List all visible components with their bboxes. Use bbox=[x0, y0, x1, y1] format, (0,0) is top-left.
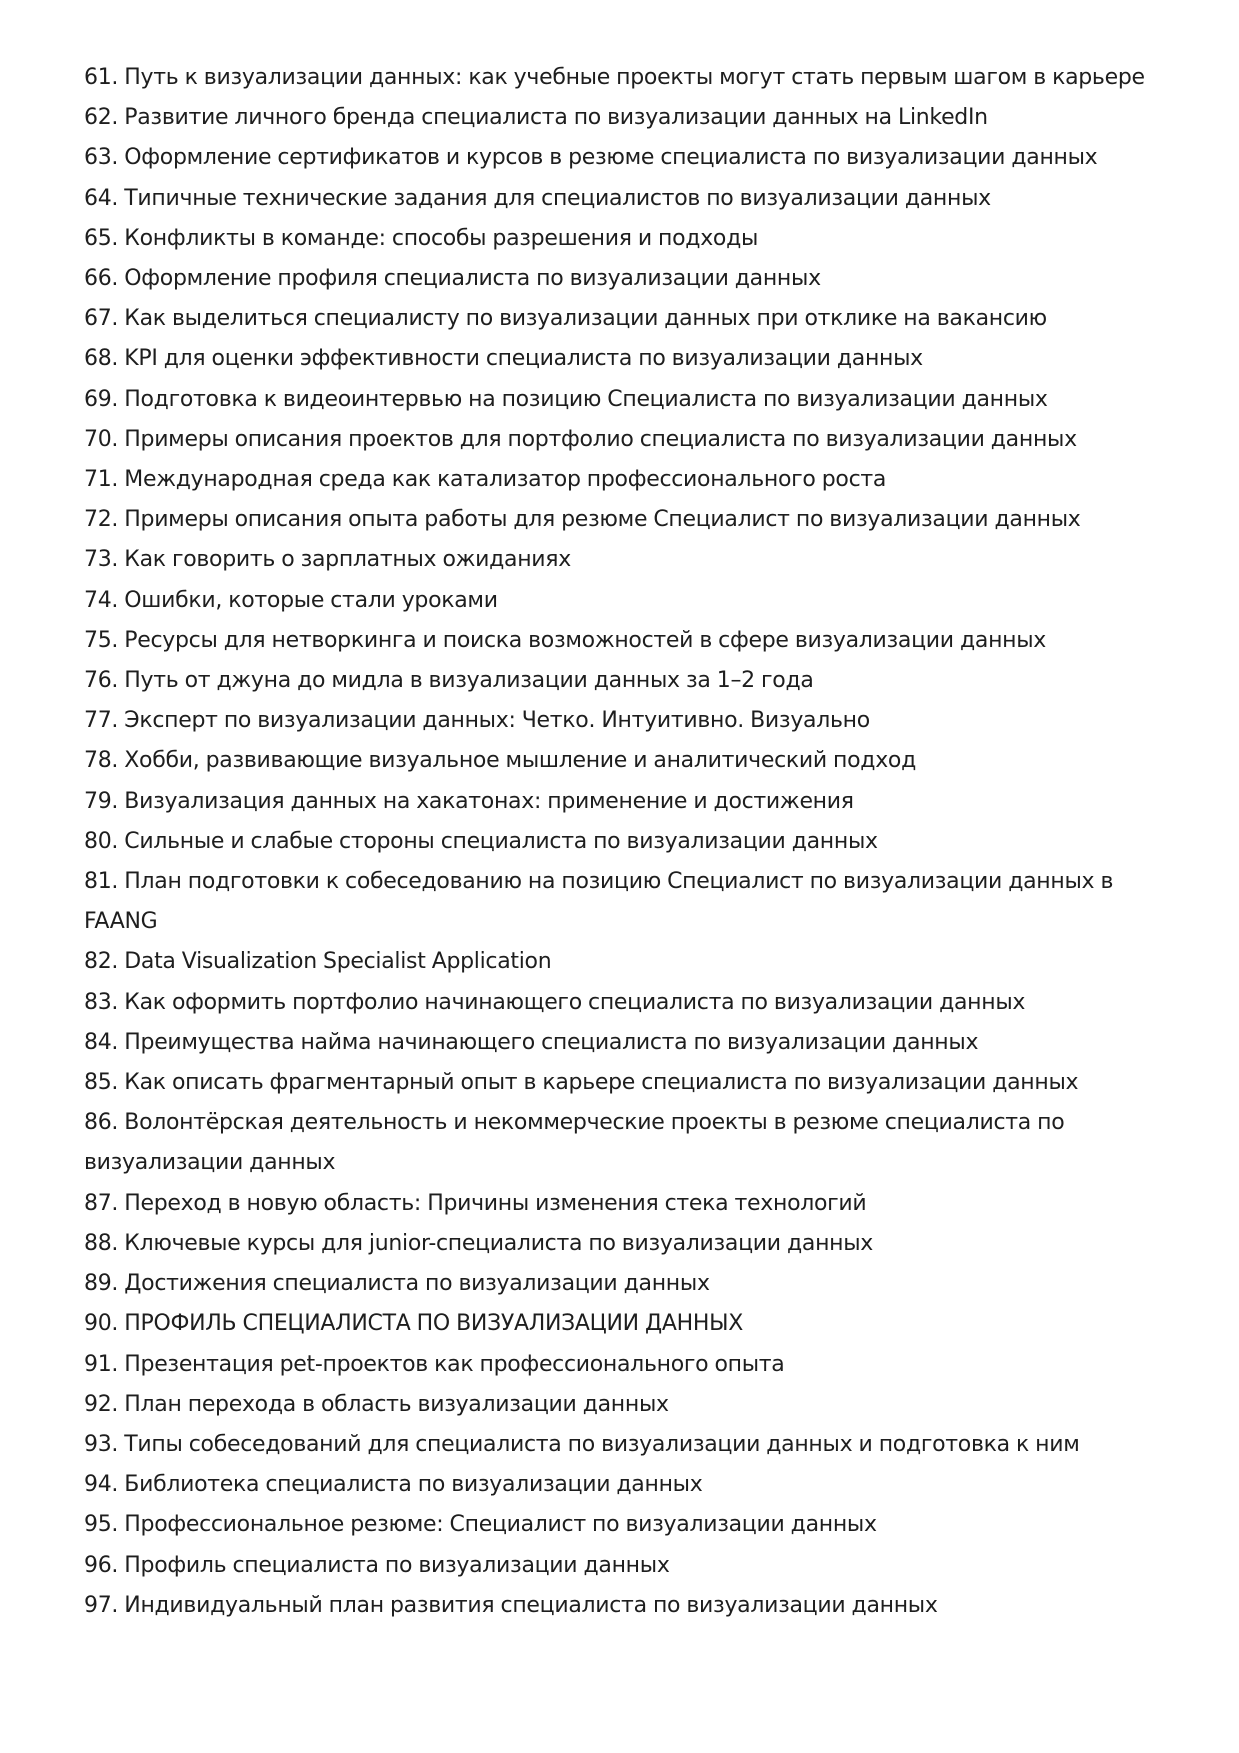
list-item: 79. Визуализация данных на хакатонах: применение и достижения bbox=[84, 788, 854, 814]
list-item: 65. Конфликты в команде: способы разрешения и подходы bbox=[84, 225, 759, 251]
list-item: 82. Data Visualization Specialist Application bbox=[84, 949, 552, 975]
list-item: 86. Волонтёрская деятельность и некоммерческие проекты в резюме специалиста по визуализации данных bbox=[84, 1110, 1065, 1176]
list-item: 70. Примеры описания проектов для портфолио специалиста по визуализации данных bbox=[84, 426, 1077, 452]
list-item: 89. Достижения специалиста по визуализации данных bbox=[84, 1271, 710, 1297]
list-item: 74. Ошибки, которые стали уроками bbox=[84, 587, 498, 613]
list-item: 68. KPI для оценки эффективности специалиста по визуализации данных bbox=[84, 346, 923, 372]
list-item: 90. ПРОФИЛЬ СПЕЦИАЛИСТА ПО ВИЗУАЛИЗАЦИИ ДАННЫХ bbox=[84, 1311, 743, 1337]
list-item: 88. Ключевые курсы для junior-специалиста по визуализации данных bbox=[84, 1230, 874, 1256]
list-item: 96. Профиль специалиста по визуализации данных bbox=[84, 1552, 670, 1578]
list-item: 83. Как оформить портфолио начинающего специалиста по визуализации данных bbox=[84, 989, 1026, 1015]
list-item: 61. Путь к визуализации данных: как учебные проекты могут стать первым шагом в карьере bbox=[84, 65, 1145, 90]
list-item: 92. План перехода в область визуализации данных bbox=[84, 1391, 669, 1417]
list-item: 75. Ресурсы для нетворкинга и поиска возможностей в сфере визуализации данных bbox=[84, 627, 1047, 653]
list-item: 93. Типы собеседований для специалиста по визуализации данных и подготовка к ним bbox=[84, 1431, 1080, 1457]
list-item: 95. Профессиональное резюме: Специалист по визуализации данных bbox=[84, 1512, 877, 1538]
list-item: 63. Оформление сертификатов и курсов в резюме специалиста по визуализации данных bbox=[84, 145, 1098, 171]
list-item: 85. Как описать фрагментарный опыт в карьере специалиста по визуализации данных bbox=[84, 1070, 1079, 1096]
list-item: 84. Преимущества найма начинающего специалиста по визуализации данных bbox=[84, 1029, 979, 1055]
list-item: 87. Переход в новую область: Причины изменения стека технологий bbox=[84, 1190, 867, 1216]
list-item: 78. Хобби, развивающие визуальное мышление и аналитический подход bbox=[84, 748, 916, 774]
list-item: 91. Презентация pet-проектов как профессионального опыта bbox=[84, 1351, 785, 1377]
list-item: 80. Сильные и слабые стороны специалиста по визуализации данных bbox=[84, 828, 878, 854]
list-item: 97. Индивидуальный план развития специалиста по визуализации данных bbox=[84, 1592, 938, 1618]
list-item: 94. Библиотека специалиста по визуализации данных bbox=[84, 1472, 703, 1498]
list-item: 64. Типичные технические задания для специалистов по визуализации данных bbox=[84, 185, 991, 211]
list-item: 81. План подготовки к собеседованию на позицию Специалист по визуализации данных в FAANG bbox=[84, 869, 1114, 935]
list-item: 66. Оформление профиля специалиста по визуализации данных bbox=[84, 266, 821, 292]
list-item: 69. Подготовка к видеоинтервью на позицию Специалиста по визуализации данных bbox=[84, 386, 1048, 412]
list-item: 72. Примеры описания опыта работы для резюме Специалист по визуализации данных bbox=[84, 507, 1081, 533]
list-item: 77. Эксперт по визуализации данных: Четко. Интуитивно. Визуально bbox=[84, 708, 870, 734]
list-item: 73. Как говорить о зарплатных ожиданиях bbox=[84, 547, 571, 573]
list-item: 76. Путь от джуна до мидла в визуализации данных за 1–2 года bbox=[84, 668, 814, 694]
document-page bbox=[84, 58, 1164, 1626]
list-item: 62. Развитие личного бренда специалиста по визуализации данных на LinkedIn bbox=[84, 105, 988, 131]
list-item: 71. Международная среда как катализатор профессионального роста bbox=[84, 467, 887, 493]
list-item: 67. Как выделиться специалисту по визуализации данных при отклике на вакансию bbox=[84, 306, 1047, 332]
